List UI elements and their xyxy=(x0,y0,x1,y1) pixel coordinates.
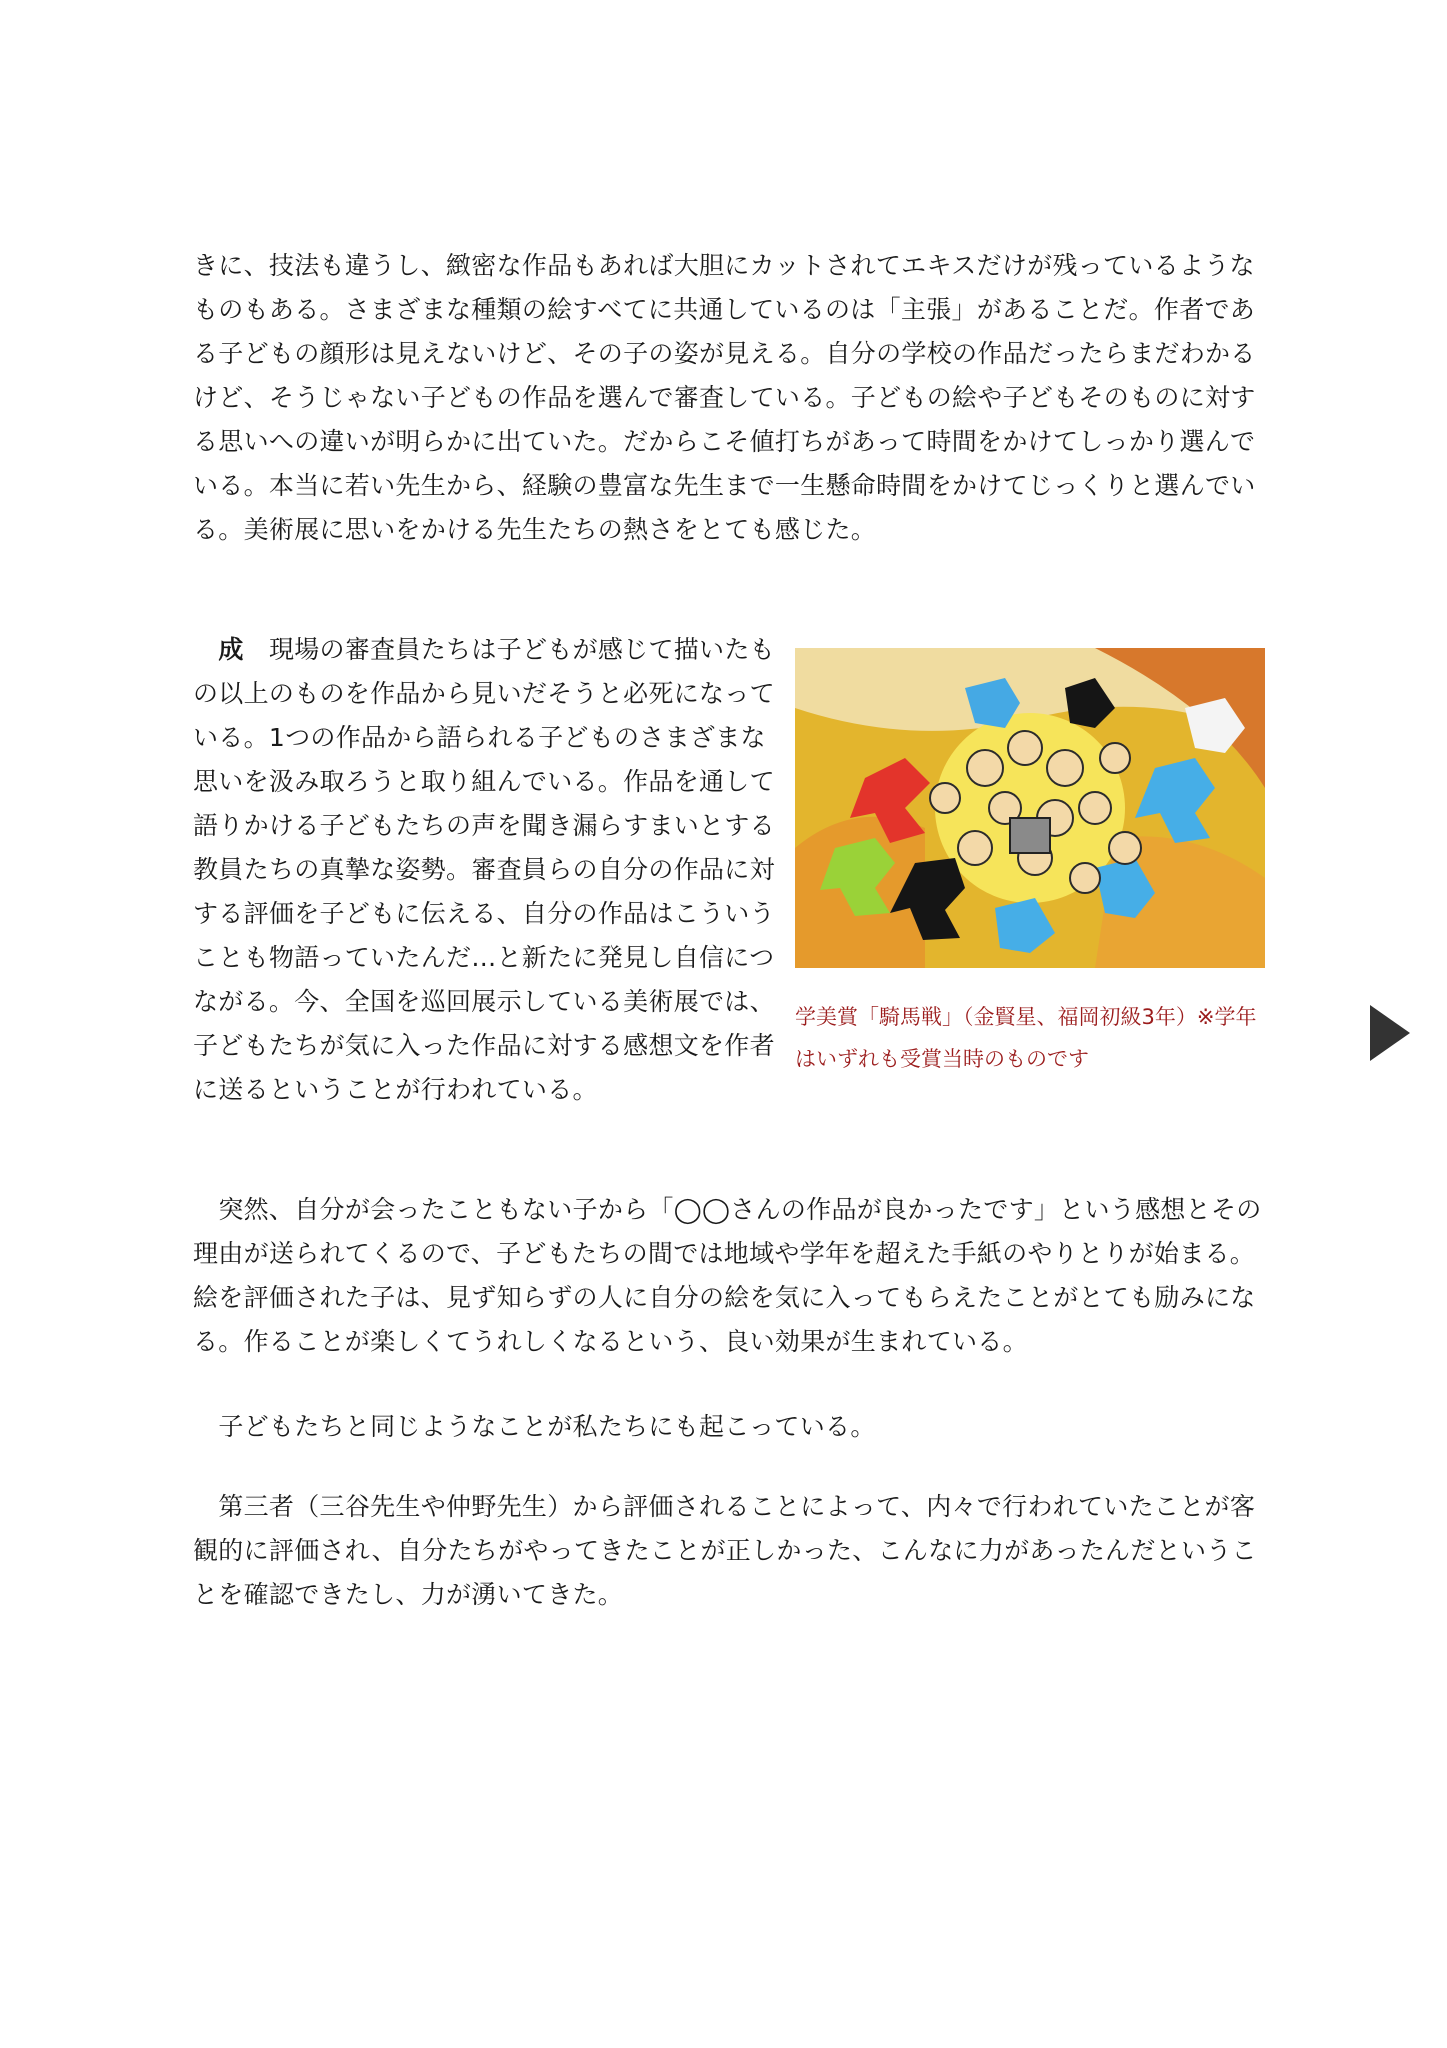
speaker-label: 成 xyxy=(218,635,244,664)
artwork-illustration xyxy=(795,648,1265,968)
paragraph-5 xyxy=(193,1485,1263,1617)
paragraph-2-body: 現場の審査員たちは子どもが感じて描いたもの以上のものを作品から見いだそうと必死になっている。1つの作品から語られる子どものさまざまな思いを汲み取ろうと取り組んでいる。作品を通して語りかける子どもたちの声を聞き漏らすまいとする教員たちの真摯な姿勢。審査員らの自分の作品に対する評価を子どもに伝える、自分の作品はこういうことも物語っていたんだ…と新たに発見し自信につながる。今、全国を巡回展示している美術展では、子どもたちが気に入った作品に対する感想文を作者に送るということが行われている。 xyxy=(193,635,775,1104)
next-page-button[interactable] xyxy=(1370,1005,1410,1061)
paragraph-2 xyxy=(193,628,783,1112)
image-caption: 学美賞「騎馬戦」（金賢星、福岡初級3年）※学年はいずれも受賞当時のものです xyxy=(795,1005,1257,1071)
paragraph-1-text: きに、技法も違うし、緻密な作品もあれば大胆にカットされてエキスだけが残っているようなものもある。さまざまな種類の絵すべてに共通しているのは「主張」があることだ。作者である子どもの顔形は見えないけど、その子の姿が見える。自分の学校の作品だったらまだわかるけど、そうじゃない子どもの作品を選んで審査している。子どもの絵や子どもそのものに対する思いへの違いが明らかに出ていた。だからこそ値打ちがあって時間をかけてしっかり選んでいる。本当に若い先生から、経験の豊富な先生まで一生懸命時間をかけてじっくりと選んでいる。美術展に思いをかける先生たちの熱さをとても感じた。 xyxy=(193,251,1256,544)
paragraph-4-text: 子どもたちと同じようなことが私たちにも起こっている。 xyxy=(218,1412,876,1441)
paragraph-3-text: 突然、自分が会ったこともない子から「◯◯さんの作品が良かったです」という感想とその理由が送られてくるので、子どもたちの間では地域や学年を超えた手紙のやりとりが始まる。絵を評価された子は、見ず知らずの人に自分の絵を気に入ってもらえたことがとても励みになる。作ることが楽しくてうれしくなるという、良い効果が生まれている。 xyxy=(193,1195,1262,1356)
paragraph-1 xyxy=(193,244,1263,552)
paragraph-2-text xyxy=(193,628,783,1112)
paragraph-5-text: 第三者（三谷先生や仲野先生）から評価されることによって、内々で行われていたことが客観的に評価され、自分たちがやってきたことが正しかった、こんなに力があったんだということを確認できたし、力が湧いてきた。 xyxy=(193,1492,1257,1609)
artwork-image xyxy=(795,648,1265,968)
triangle-right-icon xyxy=(1370,1005,1410,1061)
paragraph-4 xyxy=(193,1405,1263,1449)
paragraph-3 xyxy=(193,1188,1263,1364)
